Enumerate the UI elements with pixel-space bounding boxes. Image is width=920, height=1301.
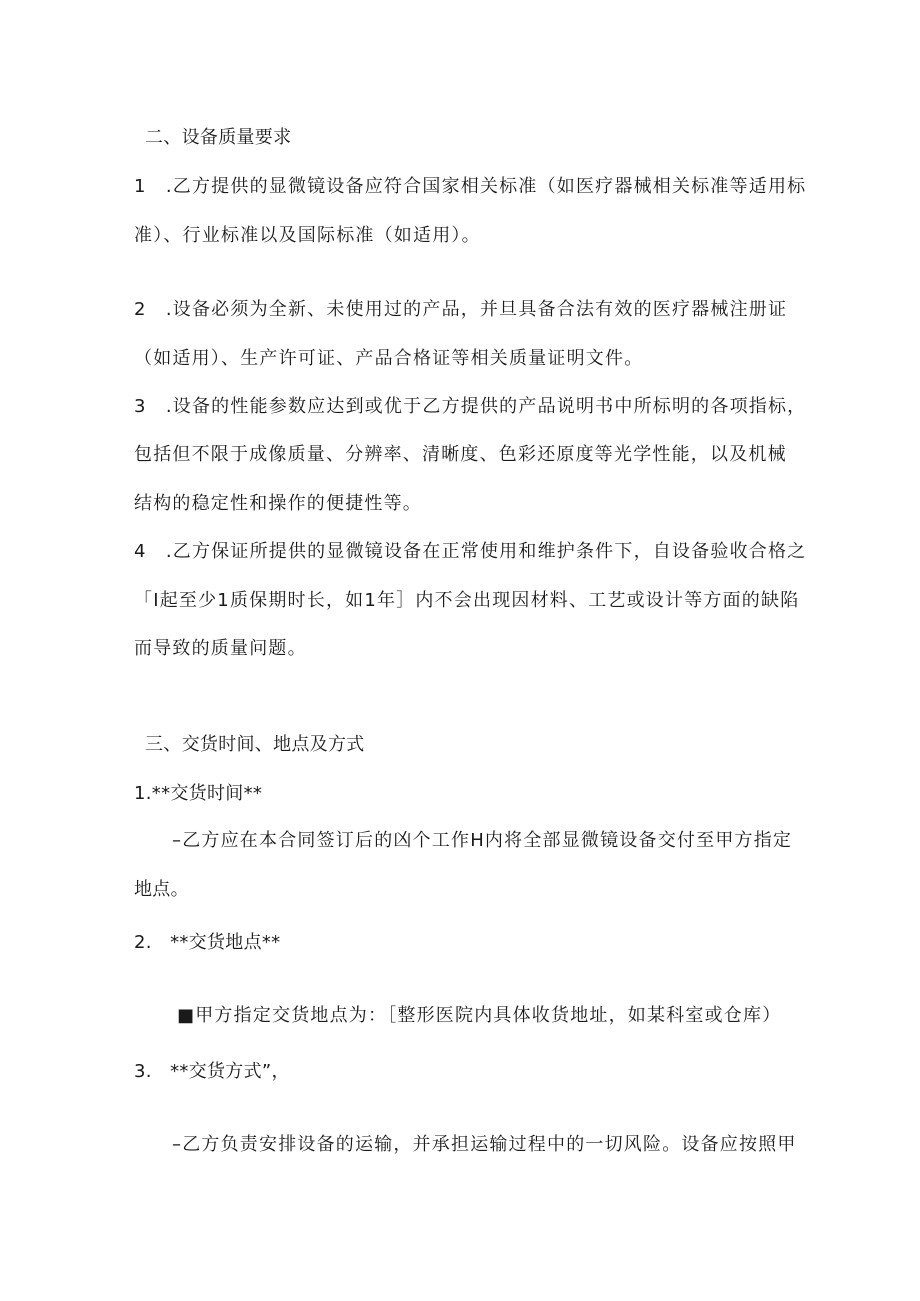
section-2-item-2-line-2: （如适用）、生产许可证、产品合格证等相关质量证明文件。 [134,348,644,369]
section-2-item-4-line-2: 「I起至少1质保期时长，如1年］内不会出现因材料、工艺或设计等方面的缺陷 [134,590,800,611]
section-2-heading: 二、设备质量要求 [145,127,292,148]
section-3-heading: 三、交货时间、地点及方式 [145,734,365,755]
section-2-item-3-line-2: 包括但不限于成像质量、分辨率、清晰度、色彩还原度等光学性能，以及机械 [134,444,787,465]
section-3-item-1-line-2: 地点。 [134,879,189,900]
section-2-item-4-line-1: 4 .乙方保证所提供的显微镜设备在正常使用和维护条件下，自设备验收合格之 [134,541,807,562]
section-2-item-1-line-2: 准）、行业标准以及国际标准（如适用）。 [134,225,481,246]
section-3-item-3-title: 3. **交货方式”， [134,1061,290,1082]
section-2-item-1-line-1: 1 .乙方提供的显微镜设备应符合国家相关标准（如医疗器械相关标准等适用标 [134,176,807,197]
section-3-item-2-title: 2. **交货地点** [134,932,281,953]
section-3-item-1-title: 1.**交货时间** [134,783,263,804]
section-2-item-3-line-1: 3 .设备的性能参数应达到或优于乙方提供的产品说明书中所标明的各项指标， [134,396,807,417]
section-3-item-2-line-1: ■甲方指定交货地点为：［整形医院内具体收货地址，如某科室或仓库） [177,1005,782,1026]
section-2-item-2-line-1: 2 .设备必须为全新、未使用过的产品，并旦具备合法有效的医疗器械注册证 [134,299,788,320]
section-3-item-3-line-1: –乙方负责安排设备的运输，并承担运输过程中的一切风险。设备应按照甲 [172,1134,797,1155]
section-2-item-3-line-3: 结构的稳定性和操作的便捷性等。 [134,493,422,514]
section-2-item-4-line-3: 而导致的质量问题。 [134,638,307,659]
section-3-item-1-line-1: –乙方应在本合同签订后的凶个工作H内将全部显微镜设备交付至甲方指定 [172,830,793,851]
